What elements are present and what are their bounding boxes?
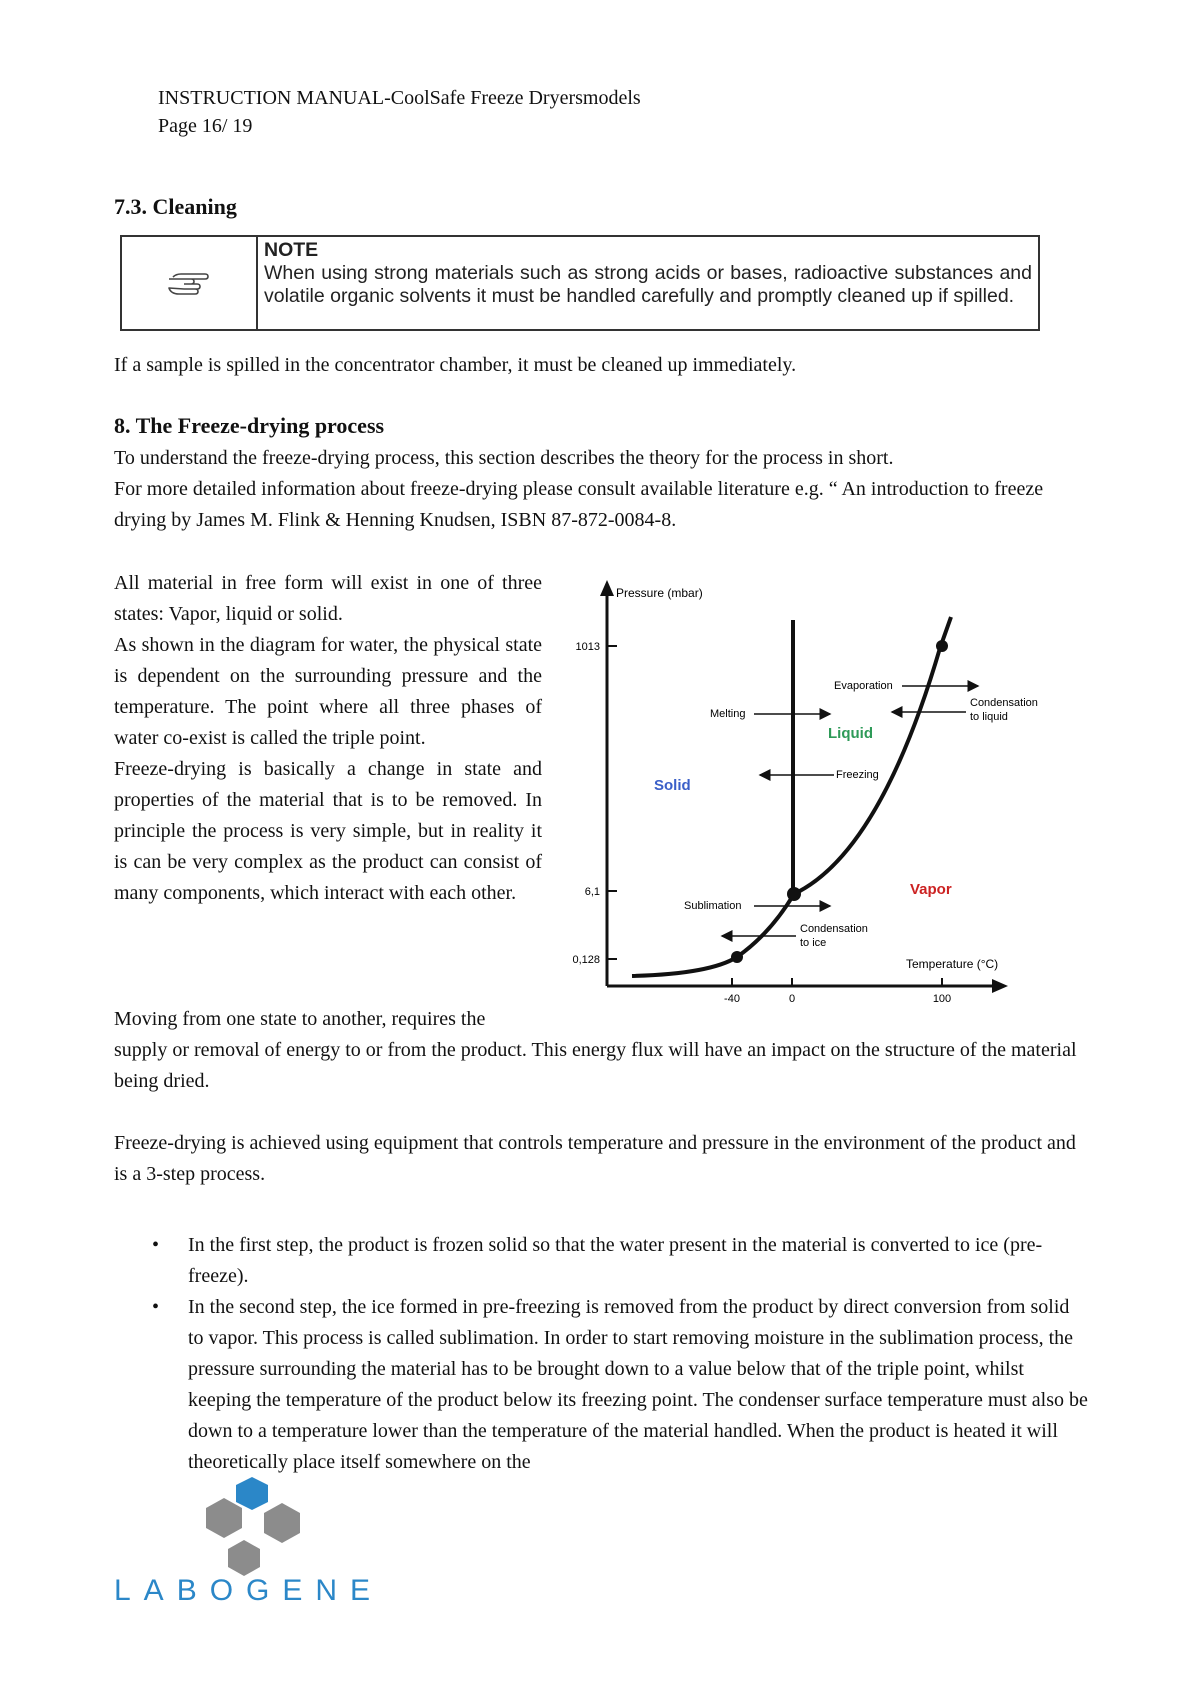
manual-title: INSTRUCTION MANUAL-CoolSafe Freeze Dryersmodels [158, 87, 641, 109]
note-title: NOTE [264, 239, 319, 261]
logo-hexagon-gray-bottom [228, 1540, 260, 1576]
labogene-logo [110, 1472, 410, 1602]
y-tick-label-6-1: 6,1 [584, 886, 600, 898]
note-icon-cell [122, 237, 258, 329]
intro-paragraph-2: For more detailed information about freeze-drying please consult available literature e.g. “ An introduction to freeze drying by James M. Flink & Henning Knudsen, ISBN 87-872-0084-8. [114, 478, 1044, 531]
steps-list [148, 1230, 1088, 1478]
section-heading-cleaning: 7.3. Cleaning [114, 194, 237, 219]
y-axis-arrowhead [600, 580, 614, 596]
logo-hexagon-gray-left [206, 1498, 242, 1538]
bullet-dot: • [152, 1234, 160, 1256]
left-column [114, 568, 542, 909]
vaporization-curve [794, 617, 951, 894]
boiling-point [936, 640, 948, 652]
list-item [148, 1230, 1088, 1292]
moving-line-1: Moving from one state to another, requires the [114, 1008, 486, 1030]
freezing-label: Freezing [836, 769, 879, 781]
list-item [148, 1292, 1088, 1478]
evaporation-label: Evaporation [834, 680, 893, 692]
note-box [120, 235, 1040, 331]
condensation-liquid-label-1: Condensation [970, 697, 1038, 709]
melting-label: Melting [710, 708, 746, 720]
condensation-liquid-label-2: to liquid [970, 711, 1008, 723]
region-liquid-label: Liquid [828, 725, 873, 742]
states-paragraph: All material in free form will exist in one of three states: Vapor, liquid or solid. [114, 572, 542, 625]
note-text-cell [258, 237, 1038, 329]
x-axis-label: Temperature (°C) [906, 957, 999, 971]
x-tick-label-100: 100 [932, 993, 952, 1005]
y-tick-label-1013: 1013 [575, 641, 600, 653]
x-axis-arrowhead [992, 979, 1008, 993]
note-text: When using strong materials such as strong acids or bases, radioactive substances and volatile organic solvents it must be handled carefully and promptly cleaned up if spilled. [264, 262, 1032, 307]
intro-paragraph-1: To understand the freeze-drying process, this section describes the theory for the process in short. [114, 447, 894, 469]
triple-point [787, 887, 801, 901]
logo-hexagon-gray-right [264, 1503, 300, 1543]
condensation-ice-label-1: Condensation [800, 923, 868, 935]
equipment-paragraph: Freeze-drying is achieved using equipment that controls temperature and pressure in the environment of the product and is a 3-step process. [114, 1132, 1076, 1185]
logo-hexagon-blue [236, 1477, 268, 1510]
properties-paragraph: Freeze-drying is basically a change in state and properties of the material that is to be removed. In principle the process is very simple, but in reality it is can be very complex as the product can consist of many components, which interact with each other. [114, 758, 542, 904]
step-1-text: In the first step, the product is frozen solid so that the water present in the material is converted to ice (pre-freeze). [188, 1234, 1043, 1287]
section-heading-freeze-drying: 8. The Freeze-drying process [114, 413, 385, 438]
point-minus40 [731, 951, 743, 963]
condensation-ice-label-2: to ice [800, 937, 827, 949]
logo-wordmark: LABOGENE [114, 1574, 384, 1602]
region-solid-label: Solid [654, 777, 691, 794]
page-number: Page 16/ 19 [158, 115, 253, 137]
x-tick-label-0: 0 [788, 993, 796, 1005]
bullet-dot: • [152, 1296, 160, 1318]
cleaning-paragraph: If a sample is spilled in the concentrator chamber, it must be cleaned up immediately. [114, 354, 797, 376]
x-tick-label-minus40: -40 [724, 993, 740, 1005]
y-tick-label-0-128: 0,128 [572, 954, 600, 966]
region-vapor-label: Vapor [910, 881, 952, 898]
y-axis-label: Pressure (mbar) [616, 586, 703, 600]
pointing-hand-icon [167, 268, 211, 298]
phase-diagram [560, 578, 1080, 1008]
document-header [158, 84, 641, 140]
diagram-paragraph: As shown in the diagram for water, the physical state is dependent on the surrounding pressure and the temperature. The point where all three phases of water co-exist is called the triple point. [114, 634, 542, 749]
step-2-text: In the second step, the ice formed in pre-freezing is removed from the product by direct conversion from solid to vapor. This process is called sublimation. In order to start removing moisture in the sublimation process, the pressure surrounding the material has to be brought down to a value below that of the triple point, whilst keeping the temperature of the product below its freezing point. The condenser surface temperature must also be down to a temperature lower than the temperature of the material handled. When the product is heated it will theoretically place itself somewhere on the [188, 1296, 1088, 1473]
sublimation-label: Sublimation [684, 900, 742, 912]
moving-paragraph: supply or removal of energy to or from the product. This energy flux will have an impact on the structure of the material being dried. [114, 1039, 1077, 1092]
